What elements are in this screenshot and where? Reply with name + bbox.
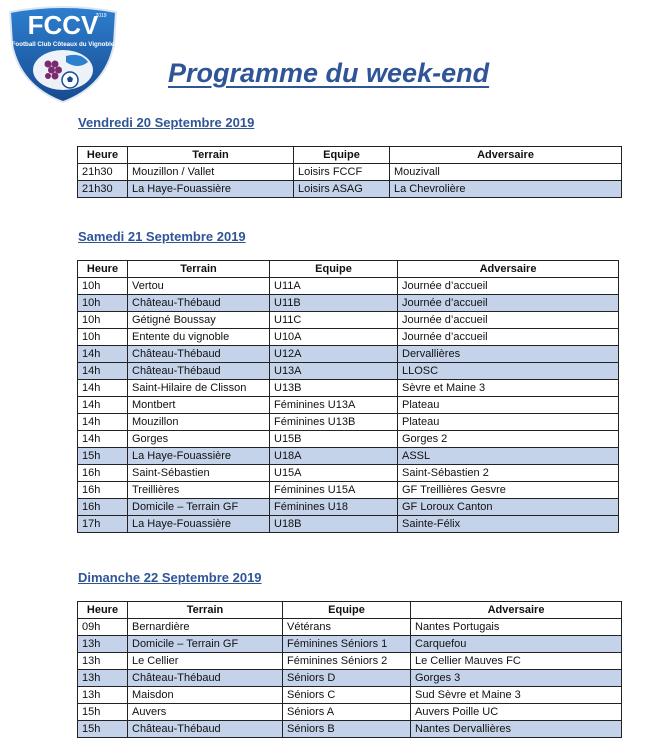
cell-heure: 16h [78,482,128,499]
cell-equipe: U15A [270,465,398,482]
cell-equipe: U12A [270,346,398,363]
cell-equipe: U18A [270,448,398,465]
cell-terrain: Gétigné Boussay [128,312,270,329]
col-header-heure: Heure [78,147,128,164]
cell-heure: 09h [78,619,128,636]
table-header-row [78,261,619,278]
cell-equipe: Séniors B [283,721,411,738]
cell-heure: 17h [78,516,128,533]
cell-equipe: Féminines U15A [270,482,398,499]
cell-adversaire: GF Treillières Gesvre [398,482,619,499]
table-row [78,414,619,431]
cell-adversaire: Plateau [398,414,619,431]
cell-adversaire: Nantes Portugais [411,619,622,636]
cell-adversaire: Journée d’accueil [398,312,619,329]
cell-equipe: U11C [270,312,398,329]
schedule-table-samedi [77,260,619,533]
cell-terrain: Saint-Sébastien [128,465,270,482]
cell-heure: 15h [78,448,128,465]
col-header-heure: Heure [78,261,128,278]
cell-terrain: Domicile – Terrain GF [128,636,283,653]
cell-terrain: Château-Thébaud [128,670,283,687]
schedule-table-vendredi [77,146,622,198]
col-header-adversaire: Adversaire [398,261,619,278]
cell-equipe: U10A [270,329,398,346]
table-row [78,397,619,414]
cell-terrain: Montbert [128,397,270,414]
cell-equipe: Loisirs ASAG [294,181,390,198]
cell-terrain: Le Cellier [128,653,283,670]
col-header-equipe: Equipe [270,261,398,278]
cell-heure: 16h [78,499,128,516]
cell-terrain: Château-Thébaud [128,721,283,738]
cell-terrain: Auvers [128,704,283,721]
cell-equipe: U18B [270,516,398,533]
cell-heure: 10h [78,278,128,295]
cell-heure: 14h [78,431,128,448]
table-row [78,278,619,295]
cell-terrain: Mouzillon [128,414,270,431]
cell-heure: 10h [78,329,128,346]
table-row [78,295,619,312]
col-header-adversaire: Adversaire [390,147,622,164]
day-heading-vendredi: Vendredi 20 Septembre 2019 [78,115,255,130]
logo-subtitle: Football Club Côteaux du Vignoble [11,41,115,48]
cell-equipe: U13B [270,380,398,397]
table-row [78,636,622,653]
cell-heure: 15h [78,704,128,721]
cell-adversaire: Journée d’accueil [398,329,619,346]
cell-adversaire: La Chevrolière [390,181,622,198]
cell-equipe: Féminines Séniors 1 [283,636,411,653]
cell-adversaire: Sainte-Félix [398,516,619,533]
cell-heure: 15h [78,721,128,738]
cell-equipe: U11B [270,295,398,312]
table-row [78,619,622,636]
day-heading-samedi: Samedi 21 Septembre 2019 [78,229,246,244]
cell-heure: 21h30 [78,181,128,198]
cell-equipe: Féminines U13A [270,397,398,414]
table-row [78,431,619,448]
cell-adversaire: Carquefou [411,636,622,653]
cell-adversaire: Sèvre et Maine 3 [398,380,619,397]
cell-heure: 13h [78,653,128,670]
cell-equipe: Féminines Séniors 2 [283,653,411,670]
cell-terrain: La Haye-Fouassière [128,181,294,198]
table-row [78,721,622,738]
club-logo [6,4,120,104]
cell-terrain: Domicile – Terrain GF [128,499,270,516]
cell-adversaire: Sud Sèvre et Maine 3 [411,687,622,704]
cell-adversaire: Mouzivall [390,164,622,181]
cell-adversaire: GF Loroux Canton [398,499,619,516]
cell-equipe: Féminines U18 [270,499,398,516]
table-row [78,329,619,346]
cell-heure: 13h [78,687,128,704]
cell-heure: 13h [78,670,128,687]
cell-terrain: Gorges [128,431,270,448]
cell-equipe: Vétérans [283,619,411,636]
cell-terrain: Château-Thébaud [128,295,270,312]
col-header-heure: Heure [78,602,128,619]
table-row [78,380,619,397]
cell-heure: 14h [78,346,128,363]
table-row [78,363,619,380]
cell-terrain: La Haye-Fouassière [128,448,270,465]
cell-heure: 10h [78,295,128,312]
schedule-table-dimanche [77,601,622,738]
cell-heure: 14h [78,380,128,397]
cell-terrain: Vertou [128,278,270,295]
cell-heure: 10h [78,312,128,329]
table-row [78,312,619,329]
cell-adversaire: ASSL [398,448,619,465]
cell-adversaire: Nantes Dervallières [411,721,622,738]
cell-heure: 13h [78,636,128,653]
cell-terrain: Saint-Hilaire de Clisson [128,380,270,397]
cell-heure: 14h [78,397,128,414]
cell-terrain: Mouzillon / Vallet [128,164,294,181]
cell-terrain: Château-Thébaud [128,346,270,363]
cell-adversaire: Gorges 2 [398,431,619,448]
cell-terrain: Maisdon [128,687,283,704]
cell-terrain: Château-Thébaud [128,363,270,380]
cell-heure: 16h [78,465,128,482]
cell-heure: 21h30 [78,164,128,181]
col-header-terrain: Terrain [128,261,270,278]
table-row [78,164,622,181]
table-row [78,448,619,465]
cell-equipe: U11A [270,278,398,295]
cell-adversaire: Plateau [398,397,619,414]
cell-equipe: Féminines U13B [270,414,398,431]
table-row [78,346,619,363]
page-title: Programme du week-end [168,58,490,88]
col-header-terrain: Terrain [128,147,294,164]
table-row [78,181,622,198]
cell-equipe: Séniors D [283,670,411,687]
cell-adversaire: Auvers Poille UC [411,704,622,721]
table-row [78,516,619,533]
table-row [78,670,622,687]
logo-text: FCCV [27,10,99,40]
col-header-equipe: Equipe [283,602,411,619]
cell-adversaire: Le Cellier Mauves FC [411,653,622,670]
table-row [78,687,622,704]
ball-icon [62,72,78,88]
cell-adversaire: Dervallières [398,346,619,363]
cell-heure: 14h [78,363,128,380]
cell-terrain: Treillières [128,482,270,499]
cell-equipe: U15B [270,431,398,448]
cell-adversaire: LLOSC [398,363,619,380]
day-heading-dimanche: Dimanche 22 Septembre 2019 [78,570,262,585]
col-header-terrain: Terrain [128,602,283,619]
table-row [78,482,619,499]
table-row [78,465,619,482]
table-header-row [78,147,622,164]
cell-terrain: Entente du vignoble [128,329,270,346]
cell-heure: 14h [78,414,128,431]
cell-equipe: Séniors A [283,704,411,721]
col-header-adversaire: Adversaire [411,602,622,619]
logo-tagline: 2019 [95,13,107,19]
cell-adversaire: Journée d’accueil [398,295,619,312]
col-header-equipe: Equipe [294,147,390,164]
cell-adversaire: Saint-Sébastien 2 [398,465,619,482]
cell-adversaire: Gorges 3 [411,670,622,687]
table-row [78,653,622,670]
cell-terrain: Bernardière [128,619,283,636]
table-header-row [78,602,622,619]
cell-terrain: La Haye-Fouassière [128,516,270,533]
cell-adversaire: Journée d’accueil [398,278,619,295]
table-row [78,499,619,516]
cell-equipe: Loisirs FCCF [294,164,390,181]
cell-equipe: Séniors C [283,687,411,704]
cell-equipe: U13A [270,363,398,380]
table-row [78,704,622,721]
